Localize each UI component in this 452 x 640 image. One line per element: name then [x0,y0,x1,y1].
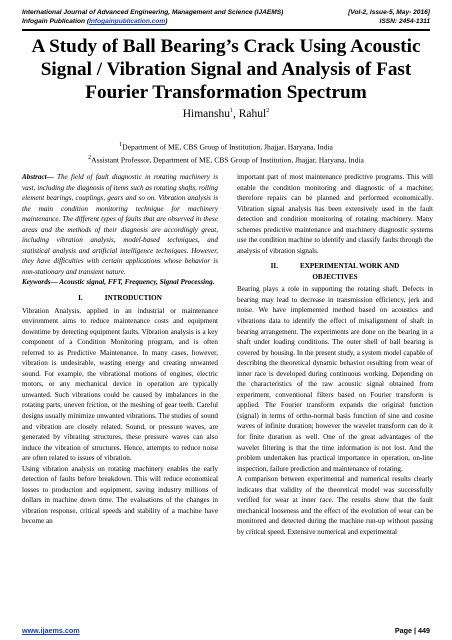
author-1-sup: 1 [230,108,234,115]
section-heading-experimental [237,261,433,282]
section-1-title: INTRODUCTION [104,294,162,303]
right-column [237,172,433,538]
author-line [0,108,452,120]
section-2-title-a: EXPERIMENTAL WORK AND [300,262,400,271]
publisher-line [22,17,167,26]
experimental-paragraph-2: A comparison between experimental and numerical results clearly indicates that validity of the theoretical model was successfully verified for wear at inner race. The results show that the fault mechanical looseness and the effect of the evolution of wear can be monitored and detected during the machine run-up without passing by critical speed. Extensive numerical and experimental [237,475,433,536]
intro-paragraph-1: Vibration Analysis, applied in an industrial or maintenance environment aims to reduce maintenance costs and equipment downtime by detecting equipment faults. Vibration analysis is a key component of a Condition Monitoring program, and is often referred to as Predictive Maintenance. In many cases, however, vibration is undesirable, wasting energy and creating unwanted sound. For example, the vibrational motions of engines, electric motors, or any mechanical device in operation are typically unwanted. Such vibrations could be caused by imbalances in the rotating parts, uneven friction, or the meshing of gear teeth. Careful designs usually minimize unwanted vibrations. The studies of sound and vibration are closely related. Sound, or pressure waves, are generated by vibrating structures, these pressure waves can also induce the vibration of structures. Hence, attempts to reduce noise are often related to issues of vibration. [22,306,218,463]
volume-info: [Vol-2, Issue-5, May- 2016] [348,9,430,16]
affiliation-2-sup: 2 [88,154,92,161]
author-2: Rahul [238,108,267,120]
affiliation-1-sup: 1 [119,142,123,148]
affiliation-1 [22,140,430,153]
abstract-text: The field of fault diagnostic in rotating machinery is vast, including the diagnosis of items such as rotating shafts, rolling element bearings, couplings, gears and so on. Vibration analysis is the main condition monitoring technique for machinery maintenance. The different types of faults that are observed in these areas and the methods of their diagnosis are accordingly great, including vibration analysis, model-based techniques, and statistical analysis and artificial intelligence techniques. However, they have difficulties with certain applications whose behavior is non-stationary and transient nature. [22,173,218,276]
intro-paragraph-3: important part of most maintenance predictive programs. This will enable the condition monitoring and diagnostic of a machine; therefore repairs can be planned and performed economically. Vibration signal analysis has been extensively used in the fault detection and condition monitoring of rotating machinery. Many schemes predictive maintenance and machinery diagnostic systems use the condition machine to identify and classify faults through the analysis of vibration signals. [237,173,433,255]
journal-header [22,8,430,26]
journal-name: International Journal of Advanced Engineering, Management and Science (IJAEMS) [22,9,284,16]
affiliation-1-text: Department of ME, CBS Group of Institution, Jhajjar, Haryana, India [122,142,333,152]
publisher-prefix: Infogain Publication ( [22,18,90,25]
page-footer [22,626,430,635]
page-number: Page | 449 [394,626,430,635]
header-rule [22,29,430,31]
paper-title: A Study of Ball Bearing’s Crack Using Acoustic Signal / Vibration Signal and Analysis of Fast Fourier Transformation Spectrum [31,36,421,103]
publisher-suffix: ) [165,18,168,25]
section-2-heading-line-1 [237,261,433,272]
abstract-label: Abstract— [22,173,54,181]
abstract [22,172,218,277]
section-2-title-b: OBJECTIVES [312,272,358,281]
author-separator: , [233,108,239,120]
section-1-number: I. [78,294,83,303]
footer-url[interactable]: www.ijaems.com [22,626,80,635]
author-2-sup: 2 [266,108,270,115]
section-2-number: II. [270,262,278,271]
left-column [22,172,218,527]
section-heading-introduction [22,293,218,304]
publisher-link[interactable]: Infogainpublication.com [89,18,166,25]
intro-paragraph-2: Using vibration analysis on rotating machinery enables the early detection of faults before breakdown. This will reduce economical losses to production and equipment, saving industry millions of dollars in machine down time. The evaluations of the changes in vibration response, critical speeds and stability of a machine have become an [22,464,218,526]
issn: ISSN: 2454-1311 [379,18,430,25]
keywords: Keywords— Acoustic signal, FFT, Frequency, Signal Processing. [22,278,215,287]
affiliation-2 [22,153,430,166]
experimental-paragraph-1: Bearing plays a role in supporting the rotating shaft. Defects in bearing may lead to decrease in transmission efficiency, jerk and noise. We have implemented method based on acoustics and vibrations data to identify the effect of misalignment of shaft in bearing arrangement. The experiments are done on the bearing in a shaft under loading conditions. The outer shell of ball bearing is covered by housing. In the present study, a system model capable of describing the theoretical dynamic behavior resulting from wear of inner race is developed during continuous working. Depending on the characteristics of the raw acoustic signal obtained from experiment, conventional filters based on Fourier transform is applied. The Fourier transform expands the original function (signal) in terms of ortho-normal basis function of sine and cosine waves of infinite duration; however the wavelet transform can do it for finite duration as well. One of the great advantages of the wavelet filtering is that the time information is not lost. And the problem undertaken has practical importance in operation, on-line inspection, failure prediction and maintenance of rotating. [237,285,433,473]
affiliation-2-text: Assistant Professor, Department of ME, CBS Group of Institution, Jhajjar, Haryana, India [91,155,364,165]
affiliations [22,140,430,165]
author-1: Himanshu [182,108,231,120]
